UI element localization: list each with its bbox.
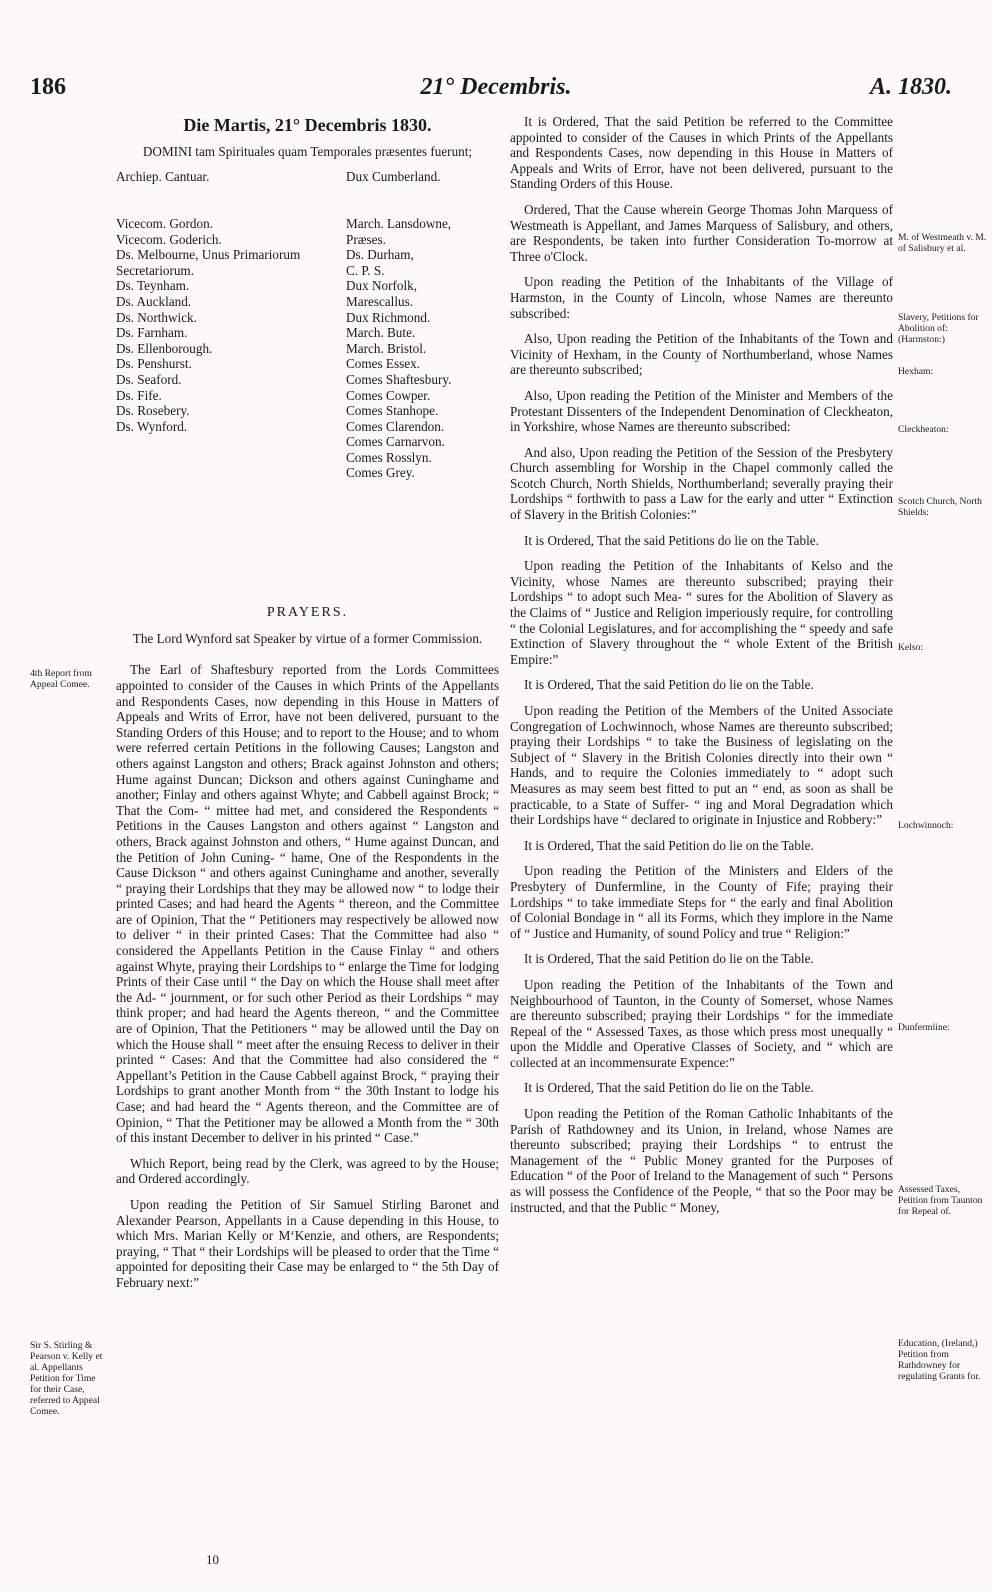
- peer-name: Comes Shaftesbury.: [346, 371, 452, 387]
- right-para-5: Also, Upon reading the Petition of the Minister and Members of the Protestant Dissenters of the Independent Denomination of Cleckheaton, in Yorkshire, whose Names are thereunto subscribed:: [510, 387, 893, 435]
- peer-name: Ds. Fife.: [116, 387, 162, 403]
- peer-name: C. P. S.: [346, 262, 385, 278]
- right-para-11: Upon reading the Petition of the Roman Catholic Inhabitants of the Parish of Rathdowney and its Union, in Ireland, whose Names are thereunto subscribed; praying their Lordships “ to entrust the Management of the “ Public Money granted for the Purposes of Education “ of the Poor of Ireland to the Management of such “ Persons as will possess the Confidence of the People, “ that so the Poor may be instructed, and that the Public “ Money,: [510, 1106, 893, 1215]
- margin-westmeath: M. of Westmeath v. M. of Salisbury et al.: [898, 232, 987, 254]
- margin-harmston: Slavery, Petitions for Abolition of: (Harmston:): [898, 312, 979, 345]
- right-column: [510, 114, 893, 1225]
- peer-name: Comes Stanhope.: [346, 403, 439, 419]
- speaker-note: The Lord Wynford sat Speaker by virtue of a former Commission.: [132, 630, 483, 646]
- margin-hexham: Hexham:: [898, 366, 934, 377]
- peer-name: Secretariorum.: [116, 262, 194, 278]
- peer-name: Ds. Teynham.: [116, 278, 190, 294]
- right-para-1: It is Ordered, That the said Petition be referred to the Committee appointed to consider of the Causes in which Prints of the Appellants and Respondents Cases, now depending in this House in Matters of Appeals and Writs of Error, have not been delivered, pursuant to the Standing Orders of this House.: [510, 114, 893, 192]
- margin-assessed-taxes: Assessed Taxes, Petition from Taunton for Repeal of.: [898, 1184, 983, 1217]
- peer-name: Ds. Wynford.: [116, 418, 188, 434]
- page-number: 186: [30, 74, 66, 100]
- peer-name: Comes Carnarvon.: [346, 434, 445, 450]
- margin-cleckheaton: Cleckheaton:: [898, 424, 949, 435]
- peer-name: Dux Cumberland.: [346, 169, 441, 185]
- margin-education: Education, (Ireland,) Petition from Rathdowney for regulating Grants for.: [898, 1338, 981, 1382]
- peer-name: [346, 200, 499, 216]
- margin-note-report: 4th Report from Appeal Comee.: [30, 668, 92, 690]
- peer-name: [116, 185, 346, 201]
- peer-name: Dux Norfolk,: [346, 278, 418, 294]
- peer-name: Vicecom. Goderich.: [116, 231, 222, 247]
- right-para-7: Upon reading the Petition of the Inhabitants of Kelso and the Vicinity, whose Names are thereunto subscribed; praying their Lordships “ to adopt such Mea- “ sures for the Abolition of Slavery as the Claims of “ Justice and Religion imperiously require, for controlling “ the Colonial Legislatures, and for accomplishing the “ speedy and safe Extinction of Slavery throughout the “ whole Extent of the British Empire:”: [510, 558, 893, 667]
- right-para-8: Upon reading the Petition of the Members of the United Associate Congregation of Lochwinnoch, whose Names are thereunto subscribed; praying their Lordships “ to take the Business of legislating on the Subject of “ Slavery in the British Colonies directly into their own “ Hands, and to require the Colonies immediately to “ adopt such Measures as may seem best fitted to put an “ end, as soon as shall be practicable, to a State of Suffer- “ ing and Moral Degradation which their Lordships have “ declared to originate in Injustice and Robbery:”: [510, 703, 893, 828]
- margin-kelso: Kelso:: [898, 642, 924, 653]
- peer-name: Comes Grey.: [346, 465, 415, 481]
- peer-name: Vicecom. Gordon.: [116, 215, 213, 231]
- peers-column-2: [346, 169, 499, 481]
- peer-name: March. Lansdowne,: [346, 215, 452, 231]
- peer-name: [116, 200, 346, 216]
- sitting-title: Die Martis, 21° Decembris 1830.: [183, 115, 432, 135]
- left-column: [116, 114, 499, 1301]
- stirling-petition: Upon reading the Petition of Sir Samuel Stirling Baronet and Alexander Pearson, Appellants in a Cause depending in this House, to which Mrs. Marian Kelly or M‘Kenzie, and others, are Respondents; praying, “ That “ their Lordships will be pleased to order that the Time “ appointed for depositing their Case may be enlarged to “ the 5th Day of February next:”: [116, 1196, 499, 1290]
- right-order-7: It is Ordered, That the said Petition do lie on the Table.: [524, 677, 814, 693]
- right-para-9: Upon reading the Petition of the Ministers and Elders of the Presbytery of Dunfermline, in the County of Fife; praying their Lordships “ to take immediate Steps for “ the early and final Abolition of Colonial Bondage in “ all its Forms, which they implore in the Name of “ Justice and Humanity, of sound Policy and true “ Religion:”: [510, 863, 893, 941]
- margin-lochwinnoch: Lochwinnoch:: [898, 820, 954, 831]
- page-date-heading: 21° Decembris.: [420, 74, 572, 100]
- right-para-10: Upon reading the Petition of the Inhabitants of the Town and Neighbourhood of Taunton, in the County of Somerset, whose Names are thereunto subscribed; praying their Lordships “ for the immediate Repeal of the “ Assessed Taxes, as those which press most unequally “ upon the Middle and Operative Classes of Society, and “ which are collected at an incommensurate Expence:”: [510, 976, 893, 1070]
- peer-name: Ds. Penshurst.: [116, 356, 192, 372]
- peer-name: Ds. Durham,: [346, 247, 414, 263]
- peer-name: March. Bute.: [346, 325, 416, 341]
- peer-name: Ds. Seaford.: [116, 371, 182, 387]
- margin-scotch-church: Scotch Church, North Shields:: [898, 496, 982, 518]
- peer-name: Archiep. Cantuar.: [116, 169, 210, 185]
- peer-name: Comes Clarendon.: [346, 418, 445, 434]
- right-para-4: Also, Upon reading the Petition of the Inhabitants of the Town and Vicinity of Hexham, in the County of Northumberland, whose Names are thereunto subscribed;: [510, 331, 893, 378]
- right-order-10: It is Ordered, That the said Petition do lie on the Table.: [524, 1080, 814, 1096]
- right-para-2: Ordered, That the Cause wherein George Thomas John Marquess of Westmeath is Appellant, and James Marquess of Salisbury, and others, are Respondents, be taken into further Consideration To-morrow at Three o'Clock.: [510, 201, 893, 264]
- right-para-3: Upon reading the Petition of the Inhabitants of the Village of Harmston, in the County of Lincoln, whose Names are thereunto subscribed:: [510, 274, 893, 321]
- peer-name: Ds. Ellenborough.: [116, 340, 213, 356]
- peer-name: Comes Essex.: [346, 356, 420, 372]
- peers-list: [116, 169, 499, 589]
- peer-name: Ds. Rosebery.: [116, 403, 190, 419]
- signature-mark: 10: [206, 1552, 219, 1567]
- right-order-6: It is Ordered, That the said Petitions do lie on the Table.: [524, 532, 819, 548]
- right-order-9: It is Ordered, That the said Petition do lie on the Table.: [524, 951, 814, 967]
- peer-name: Præses.: [346, 231, 386, 247]
- margin-dunfermline: Dunfermline:: [898, 1022, 950, 1033]
- right-order-8: It is Ordered, That the said Petition do lie on the Table.: [524, 837, 814, 853]
- peers-column-1: [116, 169, 346, 434]
- margin-note-stirling: Sir S. Stirling & Pearson v. Kelly et al. Appellants Petition for Time for their Case, referred to Appeal Comee.: [30, 1340, 103, 1417]
- peer-name: March. Bristol.: [346, 340, 427, 356]
- right-para-6: And also, Upon reading the Petition of the Session of the Presbytery Church assembling for Worship in the Chapel commonly called the Scotch Church, North Shields, Northumberland; severally praying their Lordships “ forthwith to pass a Law for the early and utter “ Extinction of Slavery in the British Colonies:”: [510, 444, 893, 523]
- report-paragraph: The Earl of Shaftesbury reported from the Lords Committees appointed to consider of the Causes in which Prints of the Appellants and Respondents Cases, now depending in this House in Matters of Appeals and Writs of Error, have not been delivered, pursuant to the Standing Orders of this House; and to report to the House; and to whom were referred certain Petitions in the following Causes; Langston and others against Langston and others; Brack against Johnston and others; Hume against Duncan; Dickson and others against Cuninghame and another; Finlay and others against Whyte; and Cabbell against Brock; “ That the Com- “ mittee had met, and considered the Respondents “ Petitions in the Causes Langston and others against “ Langston and others, Brack against Johnston and others, “ Hume against Duncan, and the Petition of John Cuning- “ hame, One of the Respondents in the Cause Dickson “ and others against Cuninghame and another, severally “ praying their Lordships that they may be allowed now “ to lodge their printed Cases; and had heard the Agents “ thereon, and the Committee are of Opinion, That the “ Petitioners may respectively be allowed now to deliver “ in their printed Cases: That the Committee had also “ considered the Appellants Petition in the Cause Finlay “ and others against Whyte, praying their Lordships to “ enlarge the Time for lodging Prints of their Case until “ the Day on which the House shall meet after the Ad- “ journment, or for such other Period as their Lordships “ may think proper; and had heard the Agents thereon, “ and the Committee are of Opinion, That the Petitioners “ may be allowed until the Day on which the House shall “ meet after the ensuing Recess to deliver in their printed “ Cases: And that the Committee had also considered the “ Appellant’s Petition in the Cause Cabbell against Brock, “ praying their Lordships to grant another Month from “ the 30th Instant to lodge his Case; and had heard the “ Agents thereon, and the Committee are of Opinion, “ That the Petitioner may be allowed a Month from the “ 30th of this instant December to deliver in his printed “ Case.”: [116, 662, 499, 1146]
- prayers-heading: PRAYERS.: [266, 605, 349, 621]
- peer-name: Ds. Melbourne, Unus Primariorum: [116, 247, 301, 263]
- peer-name: [346, 185, 499, 201]
- peer-name: Dux Richmond.: [346, 309, 431, 325]
- page-year: A. 1830.: [869, 74, 952, 100]
- peer-name: Comes Rosslyn.: [346, 449, 432, 465]
- report-agreed: Which Report, being read by the Clerk, was agreed to by the House; and Ordered accordingly.: [116, 1155, 499, 1187]
- peer-name: Ds. Auckland.: [116, 293, 192, 309]
- peer-name: Ds. Northwick.: [116, 309, 197, 325]
- peer-name: Marescallus.: [346, 293, 414, 309]
- peer-name: Comes Cowper.: [346, 387, 431, 403]
- present-lords-heading: DOMINI tam Spirituales quam Temporales præsentes fuerunt;: [142, 143, 473, 159]
- peer-name: Ds. Farnham.: [116, 325, 188, 341]
